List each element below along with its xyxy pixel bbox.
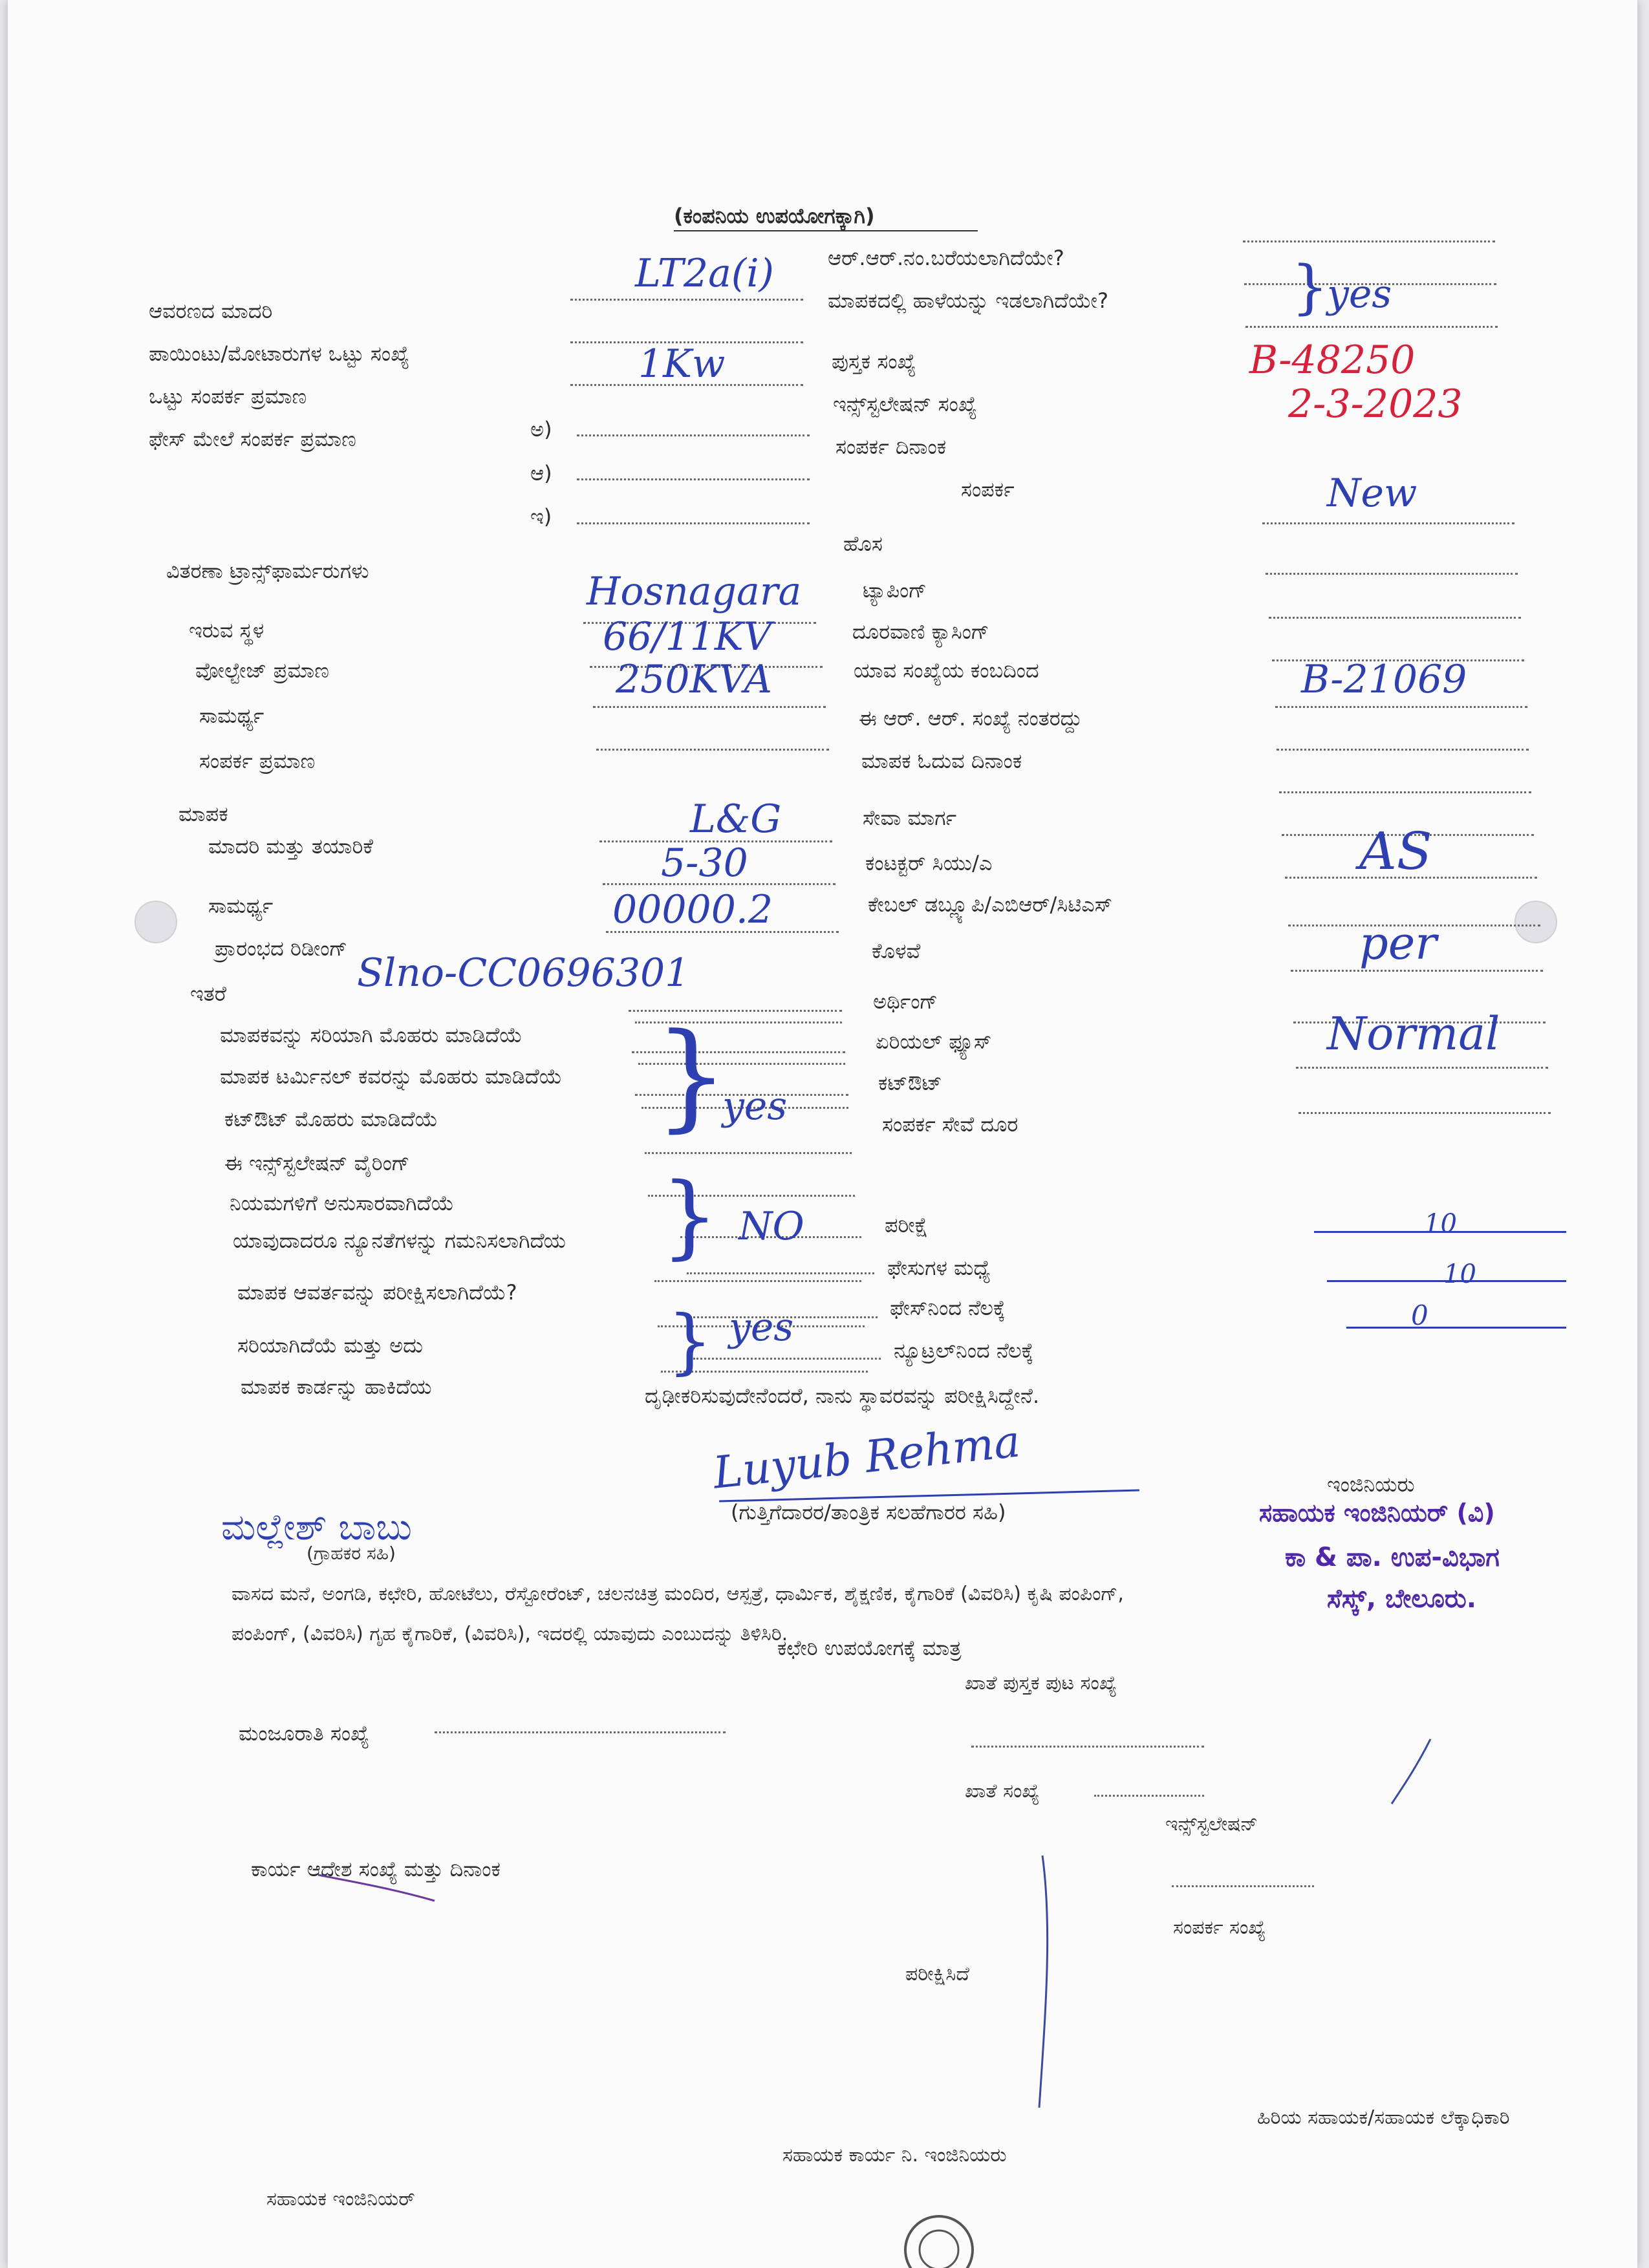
label-correct: ಸರಿಯಾಗಿದೆಯೆ ಮತ್ತು ಅದು <box>237 1333 424 1358</box>
pen-mark-right <box>1379 1733 1456 1810</box>
label-phase-b: ಆ) <box>530 461 552 486</box>
form-title: (ಕಂಪನಿಯ ಉಪಯೋಗಕ್ಕಾಗಿ) <box>674 204 875 228</box>
label-installation-type: ಆವರಣದ ಮಾದರಿ <box>149 299 273 323</box>
dots-ledger <box>971 1746 1204 1748</box>
dots-mid-neutral <box>693 1358 881 1360</box>
dots-wiring <box>645 1152 852 1154</box>
hw-connection-date: 2-3-2023 <box>1288 381 1463 427</box>
label-aerial-fuse: ಏರಿಯಲ್ ಫ್ಯೂಸ್ <box>876 1029 992 1054</box>
hw-brace-sealed: } <box>654 1009 729 1144</box>
dots-right-17 <box>1299 1112 1551 1114</box>
label-phase-a: ಅ) <box>530 417 552 442</box>
label-after-rr: ಈ ಆರ್. ಆರ್. ಸಂಖ್ಯೆ ನಂತರದ್ದು <box>859 706 1083 731</box>
label-phase-c: ಇ) <box>530 504 552 529</box>
label-connected-load: ಸಂಪರ್ಕ ಪ್ರಮಾಣ <box>199 749 316 773</box>
form-page <box>8 0 1637 2268</box>
dots-right-8 <box>1275 706 1527 708</box>
dots-phase-c <box>577 522 810 524</box>
label-contractor: ಕಂಟಕ್ಟರ್ ಸಿಯು/ಎ <box>865 851 993 875</box>
dots-right-6 <box>1269 617 1521 619</box>
label-service-distance: ಸಂಪರ್ಕ ಸೇವೆ ದೂರ <box>882 1112 1018 1137</box>
supervisor-signature: Luyub Rehma <box>711 1416 1023 1499</box>
label-others: ಇತರೆ <box>190 981 226 1006</box>
label-kept-in-meter: ಮಾಪಕದಲ್ಲಿ ಹಾಳೆಯನ್ನು ಇಡಲಾಗಿದೆಯೇ? <box>828 288 1108 313</box>
punch-hole-right <box>1514 901 1557 943</box>
office-heading: ಕಛೇರಿ ಉಪಯೋಗಕ್ಕೆ ಮಾತ್ರ <box>777 1636 962 1660</box>
label-rotation-tested: ಮಾಪಕ ಆವರ್ತವನ್ನು ಪರೀಕ್ಷಿಸಲಾಗಿದೆಯೆ? <box>237 1280 517 1305</box>
dots-right-4 <box>1262 522 1514 524</box>
label-neutral-to-earth: ನ್ಯೂಟ್ರಲ್‌ನಿಂದ ನೆಲಕ್ಕೆ <box>894 1338 1034 1363</box>
label-installation-no: ಇನ್ಸ್‌ಸ್ಟಲೇಷನ್ ಸಂಖ್ಯೆ <box>833 392 977 416</box>
label-connection: ಸಂಪರ್ಕ <box>961 477 1015 502</box>
premises-line-1: ವಾಸದ ಮನೆ, ಅಂಗಡಿ, ಕಛೇರಿ, ಹೋಟೆಲು, ರೆಸ್ಟೋರೆಂಟ್, ಚಲನಚಿತ್ರ ಮಂದಿರ, ಆಸ್ಪತ್ರೆ, ಧಾರ್ಮಿಕ, ಶೈಕ್ಷಣಿಕ, ಕೈಗಾರಿಕೆ (ವಿವರಿಸಿ) ಕೃಷಿ ಪಂಪಿಂಗ್, <box>232 1583 1124 1605</box>
hw-sealed-yes: yes <box>722 1084 788 1129</box>
label-capacity: ಸಾಮರ್ಥ್ಯ <box>199 703 264 728</box>
dots-connected <box>596 749 829 751</box>
hw-test-between: 10 <box>1424 1209 1457 1239</box>
hw-serial: Slno-CC0696301 <box>357 950 690 996</box>
hw-location: Hosnagara <box>587 569 802 614</box>
hw-make: L&G <box>690 797 782 842</box>
installation-label: ಇನ್ಸ್‌ಸ್ಟಲೇಷನ್ <box>1165 1813 1258 1835</box>
senior-accounts-label: ಹಿರಿಯ ಸಹಾಯಕ/ಸಹಾಯಕ ಲೆಕ್ಕಾಧಿಕಾರಿ <box>1257 2106 1510 2129</box>
label-reading-date: ಮಾಪಕ ಓದುವ ದಿನಾಂಕ <box>861 749 1022 773</box>
label-meter-sealed: ಮಾಪಕವನ್ನು ಸರಿಯಾಗಿ ಮೊಹರು ಮಾಡಿದೆಯೆ <box>220 1023 523 1047</box>
account-no-label: ಖಾತೆ ಸಂಖ್ಯೆ <box>965 1780 1040 1803</box>
hw-meter-capacity: 5-30 <box>661 840 748 886</box>
hw-service-route: AS <box>1359 821 1432 881</box>
dots-right-3 <box>1245 326 1498 328</box>
dots-capacity <box>593 706 826 708</box>
stamp-line-1: ಸಹಾಯಕ ಇಂಜಿನಿಯರ್ (ವಿ) <box>1259 1499 1495 1527</box>
label-total-load: ಒಟ್ಟು ಸಂಪರ್ಕ ಪ್ರಮಾಣ <box>149 384 307 409</box>
connection-no-label: ಸಂಪರ್ಕ ಸಂಖ್ಯೆ <box>1173 1916 1266 1939</box>
premises-line-2: ಪಂಪಿಂಗ್, (ವಿವರಿಸಿ) ಗೃಹ ಕೈಗಾರಿಕೆ, (ವಿವರಿಸಿ), ಇದರಲ್ಲಿ ಯಾವುದು ಎಂಬುದನ್ನು ತಿಳಿಸಿರಿ. <box>232 1623 788 1645</box>
hw-tested-yes: yes <box>729 1305 794 1350</box>
label-defects: ಯಾವುದಾದರೂ ನ್ಯೂನತೆಗಳನ್ನು ಗಮನಿಸಲಾಗಿದೆಯ <box>233 1228 566 1253</box>
pen-mark-left <box>312 1868 441 1907</box>
stamp-line-2: ಕಾ & ಪಾ. ಉಪ-ವಿಭಾಗ <box>1285 1543 1500 1572</box>
label-connection-date: ಸಂಪರ್ಕ ದಿನಾಂಕ <box>835 434 947 459</box>
label-meter-heading: ಮಾಪಕ <box>178 802 228 826</box>
label-make-model: ಮಾದರಿ ಮತ್ತು ತಯಾರಿಕೆ <box>208 834 374 859</box>
dots-right-1 <box>1243 241 1495 242</box>
label-points-total: ಪಾಯಿಂಟು/ಮೋಟಾರುಗಳ ಒಟ್ಟು ಸಂಖ್ಯೆ <box>149 341 410 366</box>
dots-work-order <box>1172 1885 1314 1887</box>
hw-voltage: 66/11KV <box>603 614 772 659</box>
label-meter-capacity: ಸಾಮರ್ಥ್ಯ <box>208 893 274 918</box>
dots-right-14 <box>1291 970 1543 972</box>
ae-exec-label: ಸಹಾಯಕ ಕಾರ್ಯ ನಿ. ಇಂಜಿನಿಯರು <box>782 2144 1007 2166</box>
dots-right-5 <box>1266 573 1518 575</box>
hw-initial-reading: 00000.2 <box>612 887 773 932</box>
hw-capacity: 250KVA <box>616 657 772 702</box>
dots-phase-b <box>577 478 810 480</box>
label-cutout-sealed: ಕಟ್‌ಔಟ್ ಮೊಹರು ಮಾಡಿದೆಯೆ <box>224 1107 438 1131</box>
label-from-pole: ಯಾವ ಸಂಖ್ಯೆಯ ಕಂಬದಿಂದ <box>854 658 1039 683</box>
label-as-per-rules: ನಿಯಮಗಳಿಗೆ ಅನುಸಾರವಾಗಿದೆಯೆ <box>230 1191 455 1215</box>
dots-phase-a <box>577 434 810 436</box>
label-transformer-heading: ವಿತರಣಾ ಟ್ರಾನ್ಸ್‌ಫಾರ್ಮರುಗಳು <box>166 559 369 583</box>
label-initial-reading: ಪ್ರಾರಂಭದ ರಿಡೀಂಗ್ <box>215 936 348 961</box>
label-cutout: ಕಟ್‌ಔಟ್ <box>878 1071 942 1095</box>
dots-account <box>1094 1795 1204 1797</box>
hw-brace-defects: } <box>661 1164 719 1269</box>
consumer-signature: ಮಲ್ಲೇಶ್ ಬಾಬು <box>221 1506 412 1548</box>
label-phone-casing: ದೂರವಾಣಿ ಕ್ಯಾಸಿಂಗ್ <box>852 619 989 644</box>
hw-connection-type: New <box>1327 471 1417 516</box>
dots-right-10 <box>1279 791 1531 793</box>
label-meter-card: ಮಾಪಕ ಕಾರ್ಡನ್ನು ಹಾಕಿದೆಯ <box>241 1375 432 1399</box>
hw-cable: Normal <box>1327 1007 1500 1060</box>
label-new: ಹೊಸ <box>843 531 883 556</box>
test-neutral-line <box>1346 1327 1566 1329</box>
work-order-label: ಕಾರ್ಯ ಆದೇಶ ಸಂಖ್ಯೆ ಮತ್ತು ದಿನಾಂಕ <box>251 1857 501 1881</box>
label-earthing: ಅರ್ಥಿಂಗ್ <box>873 989 938 1014</box>
hw-book-no: B-48250 <box>1249 337 1416 383</box>
label-phase-load: ಫೇಸ್ ಮೇಲೆ ಸಂಪರ್ಕ ಪ್ರಮಾಣ <box>149 427 356 451</box>
checked-label: ಪರೀಕ್ಷಿಸಿದೆ <box>905 1963 969 1985</box>
label-service-route: ಸೇವಾ ಮಾರ್ಗ <box>863 806 957 830</box>
dots-rotation <box>654 1280 861 1282</box>
label-voltage: ವೋಲ್ಟೇಜ್ ಪ್ರಮಾಣ <box>195 658 329 683</box>
hw-rr-yes: yes <box>1327 272 1392 317</box>
stamp-line-3: ಸೆಸ್ಕ್, ಬೇಲೂರು. <box>1327 1584 1476 1614</box>
contractor-sign-label: (ಗುತ್ತಿಗೆದಾರರ/ತಾಂತ್ರಿಕ ಸಲಹೆಗಾರರ ಸಹಿ) <box>731 1500 1006 1524</box>
punch-hole-left <box>135 901 177 943</box>
label-location: ಇರುವ ಸ್ಥಳ <box>189 618 264 643</box>
ae-label: ಸಹಾಯಕ ಇಂಜಿನಿಯರ್ <box>266 2188 415 2210</box>
label-book-no: ಪುಸ್ತಕ ಸಂಖ್ಯೆ <box>832 349 916 374</box>
emblem-icon <box>900 2211 978 2268</box>
label-phase-to-earth: ಫೇಸ್‌ನಿಂದ ನೆಲಕ್ಕೆ <box>890 1296 1006 1320</box>
label-rr-written: ಆರ್.ಆರ್.ನಂ.ಬರೆಯಲಾಗಿದೆಯೇ? <box>828 246 1064 270</box>
ledger-page-label: ಖಾತೆ ಪುಸ್ತಕ ಪುಟ ಸಂಖ್ಯೆ <box>965 1672 1117 1695</box>
hw-load: 1Kw <box>638 341 726 387</box>
sanction-no-label: ಮಂಜೂರಾತಿ ಸಂಖ್ಯೆ <box>239 1721 370 1746</box>
label-terminal-sealed: ಮಾಪಕ ಟರ್ಮಿನಲ್ ಕವರನ್ನು ಮೊಹರು ಮಾಡಿದೆಯೆ <box>220 1064 563 1089</box>
title-underline <box>674 230 978 231</box>
dots-right-9 <box>1277 749 1529 751</box>
hw-test-phase-earth: 10 <box>1443 1259 1476 1289</box>
label-tapping: ಟ್ಯಾಪಿಂಗ್ <box>863 578 927 603</box>
hw-yes-brace: } <box>1291 253 1329 321</box>
certify-text: ದೃಢೀಕರಿಸುವುದೇನೆಂದರೆ, ನಾನು ಸ್ಥಾವರವನ್ನು ಪರೀಕ್ಷಿಸಿದ್ದೇನೆ. <box>645 1384 1040 1408</box>
dots-installation-type <box>570 299 803 301</box>
dots-right-16 <box>1296 1067 1548 1069</box>
hw-brace-tested: } <box>667 1300 713 1382</box>
label-kolave: ಕೊಳವೆ <box>872 939 921 963</box>
hw-contractor: per <box>1359 917 1437 970</box>
hw-test-neutral: 0 <box>1411 1300 1428 1331</box>
label-wiring: ಈ ಇನ್ಸ್‌ಸ್ಟಲೇಷನ್ ವೈರಿಂಗ್ <box>224 1151 410 1175</box>
hw-defects-no: NO <box>738 1204 804 1249</box>
label-test: ಪರೀಕ್ಷೆ <box>885 1213 929 1237</box>
label-between-phases: ಫೇಸುಗಳ ಮಧ್ಯೆ <box>887 1256 991 1280</box>
dots-sanction <box>435 1731 726 1733</box>
dots-mid-between <box>687 1272 874 1274</box>
engineer-label: ಇಂಜಿನಿಯರು <box>1327 1472 1415 1497</box>
pen-mark-office <box>1017 1849 1094 2121</box>
label-cable: ಕೇಬಲ್ ಡಬ್ಲ್ಯೂಪಿ/ಎಬಿಆರ್/ಸಿಟಿಎಸ್ <box>868 892 1113 917</box>
hw-premises-type: LT2a(i) <box>635 251 774 296</box>
hw-pole-no: B-21069 <box>1301 657 1467 702</box>
consumer-sign-label: (ಗ್ರಾಹಕರ ಸಹಿ) <box>307 1543 396 1564</box>
